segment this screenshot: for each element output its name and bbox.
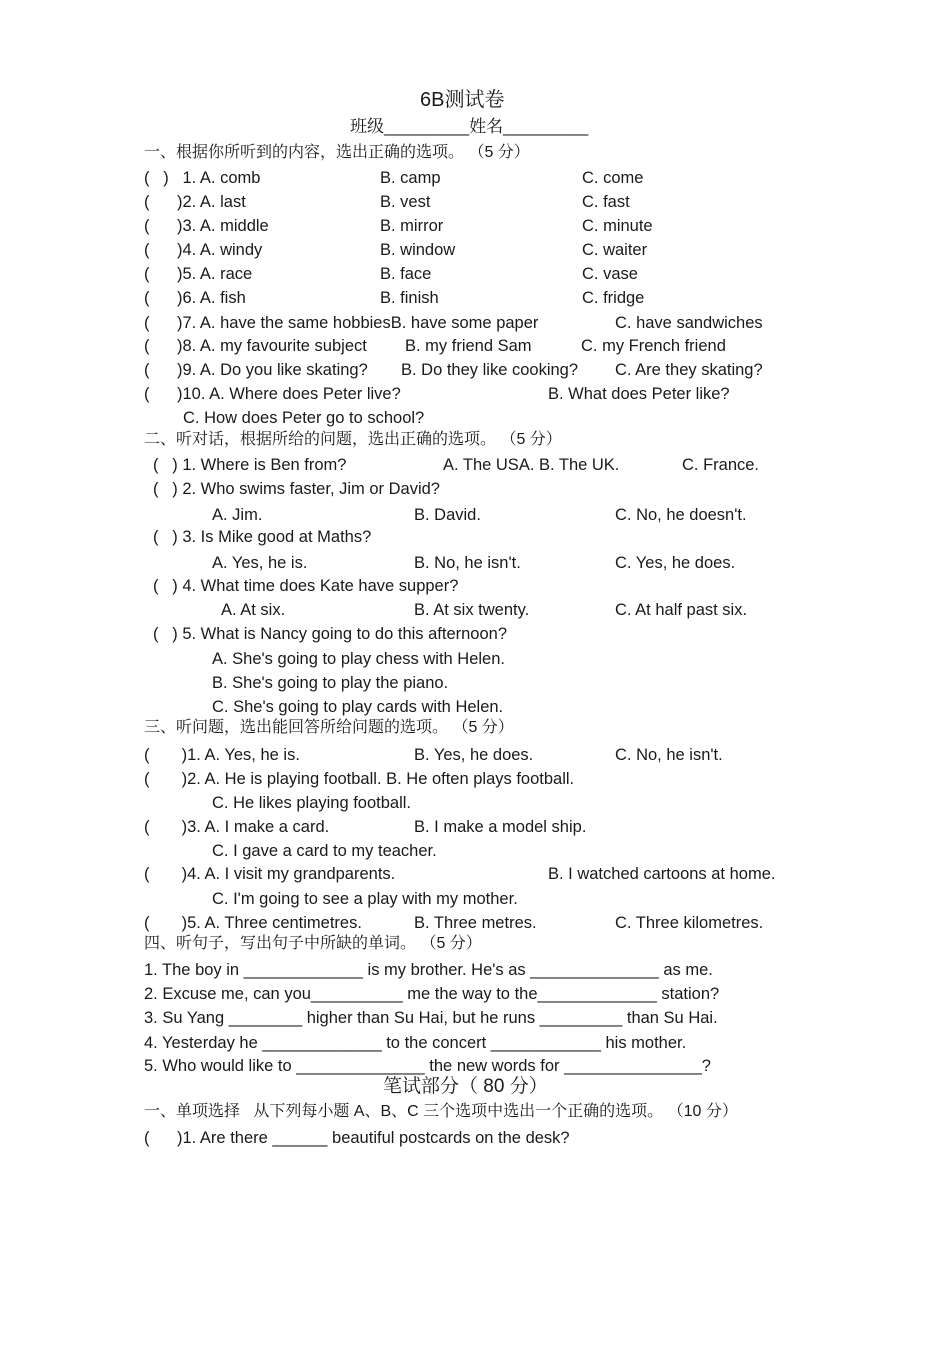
section-4-heading: 四、听句子，写出句子中所缺的单词。 （5 分） bbox=[144, 935, 482, 952]
s3-q3-a: ( )3. A. I make a card. bbox=[144, 818, 330, 836]
written-part-title: 笔试部分（ 80 分） bbox=[383, 1076, 548, 1097]
s1-q4-c: C. waiter bbox=[582, 241, 648, 259]
page-title: 6B测试卷 bbox=[420, 89, 505, 111]
s1-q2-b: B. vest bbox=[380, 193, 431, 211]
written-section-1-heading: 一、单项选择 从下列每小题 A、B、C 三个选项中选出一个正确的选项。 （10 分） bbox=[144, 1103, 738, 1120]
s2-q4-question: ( ) 4. What time does Kate have supper? bbox=[153, 577, 459, 595]
s1-q6-b: B. finish bbox=[380, 289, 439, 307]
s1-q8-a: ( )8. A. my favourite subject bbox=[144, 337, 367, 355]
s1-q8-b: B. my friend Sam bbox=[405, 337, 532, 355]
s3-q3-c: C. I gave a card to my teacher. bbox=[212, 842, 437, 860]
class-name-line: 班级_________姓名_________ bbox=[350, 117, 589, 136]
s1-q3-c: C. minute bbox=[582, 217, 653, 235]
s4-line-1: 1. The boy in _____________ is my brother. He's as ______________ as me. bbox=[144, 961, 713, 979]
s1-q7-c: C. have sandwiches bbox=[615, 314, 763, 332]
s4-line-4: 4. Yesterday he _____________ to the concert ____________ his mother. bbox=[144, 1034, 687, 1052]
s1-q5-c: C. vase bbox=[582, 265, 638, 283]
s1-q9-c: C. Are they skating? bbox=[615, 361, 763, 379]
s3-q2-c: C. He likes playing football. bbox=[212, 794, 412, 812]
s2-q5-c: C. She's going to play cards with Helen. bbox=[212, 698, 504, 716]
s1-q10-b: B. What does Peter like? bbox=[548, 385, 730, 403]
s4-line-5: 5. Who would like to ______________ the new words for _______________? bbox=[144, 1057, 711, 1075]
s1-q2-a: ( )2. A. last bbox=[144, 193, 246, 211]
section-2-heading: 二、听对话，根据所给的问题，选出正确的选项。 （5 分） bbox=[144, 431, 562, 448]
s1-q3-a: ( )3. A. middle bbox=[144, 217, 269, 235]
s1-q9-b: B. Do they like cooking? bbox=[401, 361, 579, 379]
s2-q2-question: ( ) 2. Who swims faster, Jim or David? bbox=[153, 480, 440, 498]
s2-q1-c: C. France. bbox=[682, 456, 760, 474]
s2-q3-a: A. Yes, he is. bbox=[212, 554, 308, 572]
s1-q1-a: ( ) 1. A. comb bbox=[144, 169, 261, 187]
s2-q1-ab: A. The USA. B. The UK. bbox=[443, 456, 620, 474]
s1-q6-c: C. fridge bbox=[582, 289, 645, 307]
s3-q1-a: ( )1. A. Yes, he is. bbox=[144, 746, 300, 764]
s3-q2-ab: ( )2. A. He is playing football. B. He often plays football. bbox=[144, 770, 575, 788]
s1-q5-a: ( )5. A. race bbox=[144, 265, 253, 283]
s3-q1-c: C. No, he isn't. bbox=[615, 746, 723, 764]
written-q1: ( )1. Are there ______ beautiful postcards on the desk? bbox=[144, 1129, 570, 1147]
s3-q1-b: B. Yes, he does. bbox=[414, 746, 534, 764]
s3-q5-a: ( )5. A. Three centimetres. bbox=[144, 914, 362, 932]
s2-q3-c: C. Yes, he does. bbox=[615, 554, 736, 572]
s1-q4-b: B. window bbox=[380, 241, 456, 259]
s2-q5-question: ( ) 5. What is Nancy going to do this afternoon? bbox=[153, 625, 508, 643]
s1-q2-c: C. fast bbox=[582, 193, 630, 211]
s3-q3-b: B. I make a model ship. bbox=[414, 818, 587, 836]
s4-line-3: 3. Su Yang ________ higher than Su Hai, but he runs _________ than Su Hai. bbox=[144, 1009, 718, 1027]
s1-q3-b: B. mirror bbox=[380, 217, 444, 235]
s1-q10-c: C. How does Peter go to school? bbox=[183, 409, 425, 427]
s1-q4-a: ( )4. A. windy bbox=[144, 241, 263, 259]
s3-q4-b: B. I watched cartoons at home. bbox=[548, 865, 776, 883]
s2-q3-question: ( ) 3. Is Mike good at Maths? bbox=[153, 528, 372, 546]
s3-q4-c: C. I'm going to see a play with my mother. bbox=[212, 890, 518, 908]
s2-q3-b: B. No, he isn't. bbox=[414, 554, 521, 572]
s2-q2-b: B. David. bbox=[414, 506, 481, 524]
section-1-heading: 一、根据你所听到的内容，选出正确的选项。 （5 分） bbox=[144, 144, 530, 161]
section-3-heading: 三、听问题，选出能回答所给问题的选项。 （5 分） bbox=[144, 719, 514, 736]
s2-q4-a: A. At six. bbox=[221, 601, 286, 619]
s1-q10-a: ( )10. A. Where does Peter live? bbox=[144, 385, 401, 403]
s1-q8-c: C. my French friend bbox=[581, 337, 726, 355]
s2-q4-b: B. At six twenty. bbox=[414, 601, 530, 619]
s2-q5-a: A. She's going to play chess with Helen. bbox=[212, 650, 505, 668]
s1-q6-a: ( )6. A. fish bbox=[144, 289, 246, 307]
s1-q5-b: B. face bbox=[380, 265, 432, 283]
s2-q4-c: C. At half past six. bbox=[615, 601, 748, 619]
s2-q2-a: A. Jim. bbox=[212, 506, 263, 524]
s2-q2-c: C. No, he doesn't. bbox=[615, 506, 747, 524]
s2-q5-b: B. She's going to play the piano. bbox=[212, 674, 449, 692]
s2-q1-question: ( ) 1. Where is Ben from? bbox=[153, 456, 347, 474]
s4-line-2: 2. Excuse me, can you__________ me the way to the_____________ station? bbox=[144, 985, 720, 1003]
s3-q5-b: B. Three metres. bbox=[414, 914, 537, 932]
s3-q4-a: ( )4. A. I visit my grandparents. bbox=[144, 865, 396, 883]
s1-q7-ab: ( )7. A. have the same hobbiesB. have some paper bbox=[144, 314, 539, 332]
s3-q5-c: C. Three kilometres. bbox=[615, 914, 764, 932]
s1-q1-c: C. come bbox=[582, 169, 644, 187]
s1-q1-b: B. camp bbox=[380, 169, 441, 187]
s1-q9-a: ( )9. A. Do you like skating? bbox=[144, 361, 368, 379]
